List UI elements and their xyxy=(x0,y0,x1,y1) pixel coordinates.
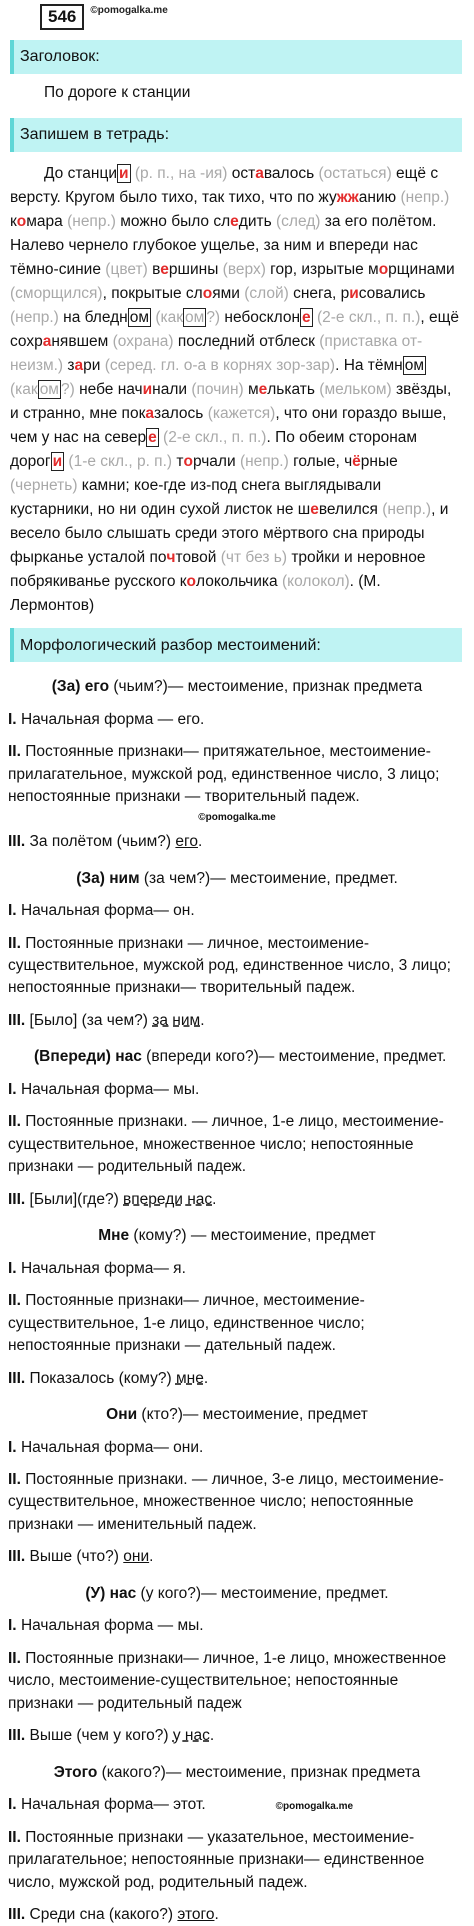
entry-heading: (За) ним (за чем?)— местоимение, предмет. xyxy=(76,869,398,887)
entry-syntax: III. Выше (чем у кого?) у нас. xyxy=(8,1727,215,1745)
story-title: По дороге к станции xyxy=(44,84,191,101)
entry-features: II. Постоянные признаки — указательное, местоимение-прилагательное; непостоянные признаки— единственное число, мужской род, родительный падеж. xyxy=(8,1828,425,1891)
entry-features: II. Постоянные признаки. — личное, 1-е лицо, местоимение-существительное, множественное число; непостоянные признаки — родительный падеж. xyxy=(8,1113,444,1176)
entry-syntax: III. [Было] (за чем?) за ним. xyxy=(8,1011,205,1029)
entry-heading: (За) его (чьим?)— местоимение, признак предмета xyxy=(51,678,423,696)
entry-initial-form: I. Начальная форма— они. xyxy=(8,1438,204,1456)
entry-features: II. Постоянные признаки— личное, 1-е лицо, множественное число, местоимение-существительное; непостоянные признаки — родительный падеж xyxy=(8,1649,447,1712)
entry-syntax: III. Показалось (кому?) мне. xyxy=(8,1369,209,1387)
section-header-morph: Морфологический разбор местоимений: xyxy=(10,628,462,662)
entry-initial-form: I. Начальная форма— мы. xyxy=(8,1080,200,1098)
entry-heading: (Впереди) нас (впереди кого?)— местоимение, предмет. xyxy=(34,1048,447,1066)
entry-initial-form: I. Начальная форма — его. xyxy=(8,710,205,728)
entry-heading: (У) нас (у кого?)— местоимение, предмет. xyxy=(85,1584,389,1602)
section-header-write: Запишем в тетрадь: xyxy=(10,118,462,152)
entry-features: II. Постоянные признаки. — личное, 3-е лицо, местоимение-существительное, множественное число; непостоянные признаки — именительный падеж. xyxy=(8,1470,444,1533)
watermark-mid: ©pomogalka.me xyxy=(198,811,276,823)
entry-heading: Они (кто?)— местоимение, предмет xyxy=(106,1406,368,1424)
top-bar xyxy=(0,0,474,34)
entry-features: II. Постоянные признаки — личное, местоимение-существительное, мужской род, единственное число, 3 лицо; непостоянные признаки— творительный падеж. xyxy=(8,934,451,997)
entry-syntax: III. За полётом (чьим?) его. xyxy=(8,833,203,851)
entry-syntax: III. Среди сна (какого?) этого. xyxy=(8,1906,219,1924)
morph-analysis xyxy=(0,676,474,1926)
entry-features: II. Постоянные признаки— личное, местоимение-существительное, 1-е лицо, единственное число; непостоянные признаки — дательный падеж. xyxy=(8,1292,365,1355)
entry-initial-form: I. Начальная форма— я. xyxy=(8,1259,186,1277)
entry-features: II. Постоянные признаки— притяжательное, местоимение-прилагательное, мужской род, единственное число, 3 лицо; непостоянные признаки — творительный падеж. xyxy=(8,743,440,806)
entry-initial-form: I. Начальная форма— он. xyxy=(8,902,195,920)
entry-initial-form: I. Начальная форма— этот. ©pomogalka.me xyxy=(8,1796,354,1814)
entry-initial-form: I. Начальная форма — мы. xyxy=(8,1617,204,1635)
section-header-title: Заголовок: xyxy=(10,40,462,74)
task-number: 546 xyxy=(40,4,84,30)
essay-text: До станци и (р. п., на -ия) оставалось (остаться) ещё с версту. Кругом было тихо, так тихо, что по жужжанию (непр.) комара (непр.) можно было следить (след) за его полётом. Налево чернело глубокое ущелье, за ним и впереди нас тёмно-синие (цвет) вершины (верх) гор, изрытые морщинами (сморщился), покрытые слоями (слой) снега, рисовались (непр.) на бледн ом (как ом ?) небосклон е (2-е скл., п. п.), ещё сохранявшем (охрана) последний отблеск (приставка от- неизм.) зари (серед. гл. о-а в корнях зор-зар). На тёмн ом (как ом ?) небе начинали (почин) мелькать (мельком) звёзды, и странно, мне показалось (кажется), что они гораздо выше, чем у нас на север е (2-е скл., п. п.). По обеим сторонам дорог и (1-е скл., р. п.) торчали (непр.) голые, чёрные (чернеть) камни; кое-где из-под снега выглядывали кустарники, но ни один сухой листок не шевелился (непр.), и весело было слышать среди этого мёртвого сна природы фырканье усталой почтовой (чт без ь) тройки и неровное побрякиванье русского колокольчика (колокол). (М. Лермонтов) xyxy=(10,165,459,615)
entry-heading: Этого (какого?)— местоимение, признак предмета xyxy=(53,1763,421,1781)
entry-heading: Мне (кому?) — местоимение, предмет xyxy=(98,1227,376,1245)
watermark-right: ©pomogalka.me xyxy=(275,1801,354,1813)
watermark: ©pomogalka.me xyxy=(90,5,168,16)
entry-syntax: III. [Были](где?) впереди нас. xyxy=(8,1190,217,1208)
entry-syntax: III. Выше (что?) они. xyxy=(8,1548,154,1566)
